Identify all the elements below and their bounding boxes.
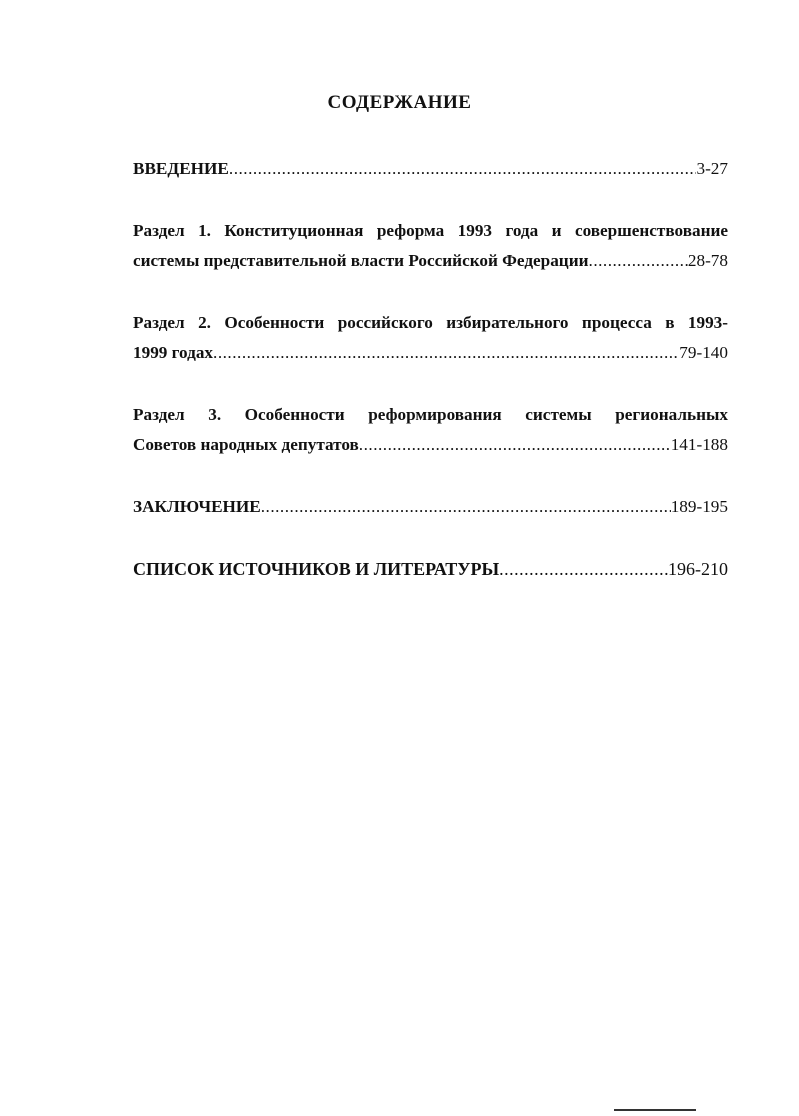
toc-entry-title: СПИСОК ИСТОЧНИКОВ И ЛИТЕРАТУРЫ [133, 559, 500, 579]
table-of-contents [133, 154, 728, 584]
dot-leader [499, 554, 668, 584]
scan-mark [614, 1109, 696, 1111]
toc-entry-title: ЗАКЛЮЧЕНИЕ [133, 497, 261, 516]
toc-entry-pages: 196-210 [668, 559, 728, 579]
toc-entry-section-2 [133, 308, 728, 368]
toc-entry-pages: 28-78 [687, 251, 728, 270]
toc-entry-pages: 141-188 [670, 435, 728, 454]
toc-entry-section-1 [133, 216, 728, 276]
toc-entry-title-line2: Советов народных депутатов [133, 435, 359, 454]
page-title: СОДЕРЖАНИЕ [327, 92, 472, 113]
toc-entry-pages: 189-195 [670, 497, 728, 516]
dot-leader [213, 338, 679, 368]
toc-entry-title-line1: Раздел 1. Конституционная реформа 1993 года и совершенствование [133, 221, 728, 240]
toc-entry-title: ВВЕДЕНИЕ [133, 159, 229, 178]
dot-leader [229, 154, 697, 184]
toc-entry-introduction [133, 154, 728, 184]
dot-leader [359, 430, 671, 460]
toc-entry-pages: 3-27 [696, 159, 728, 178]
toc-entry-title-line1: Раздел 2. Особенности российского избирательного процесса в 1993- [133, 313, 728, 332]
toc-entry-section-3 [133, 400, 728, 460]
dot-leader [589, 246, 688, 276]
toc-entry-title-line2: 1999 годах [133, 343, 214, 362]
dot-leader [261, 492, 671, 522]
toc-entry-pages: 79-140 [679, 343, 728, 362]
toc-entry-title-line1: Раздел 3. Особенности реформирования системы региональных [133, 405, 728, 424]
toc-entry-conclusion [133, 492, 728, 522]
toc-entry-bibliography [133, 554, 728, 584]
toc-entry-title-line2: системы представительной власти Российской Федерации [133, 251, 589, 270]
